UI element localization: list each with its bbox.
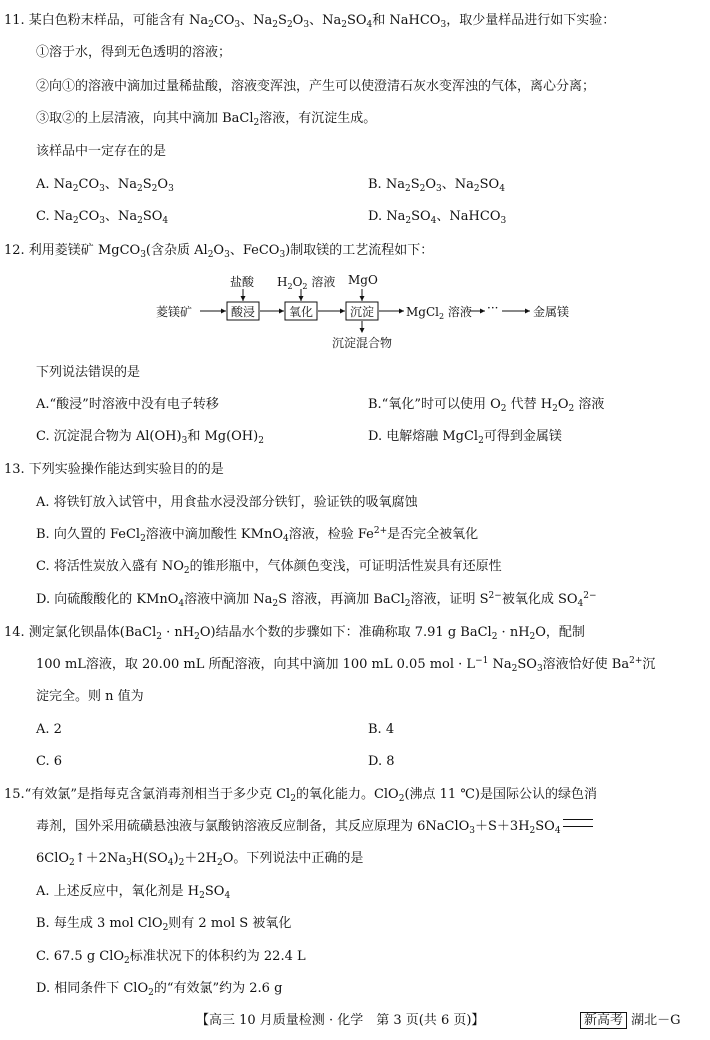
reagent-mgo: MgO xyxy=(348,273,378,287)
q13-option-c: C. 将活性炭放入盛有 $NO_2$的锥形瓶中，气体颜色变浅，可证明活性炭具有还原性 xyxy=(36,559,502,576)
footer-badge-region xyxy=(580,1012,681,1030)
q11-step-2: ②向①的溶液中滴加过量稀盐酸，溶液变浑浊，产生可以使澄清石灰水变浑浊的气体，离心分离； xyxy=(36,79,596,94)
q14-option-b: B. 4 xyxy=(368,722,395,737)
flow-dots: ··· xyxy=(487,301,499,315)
q12-stem: 12. 利用菱镁矿 MgCO$_3$(含杂质 $Al_2O_3$、FeCO$_3$)制取镁的工艺流程如下： xyxy=(4,243,434,260)
reagent-hydrochloric-acid: 盐酸 xyxy=(230,275,255,289)
q15-option-b: B. 每生成 3 mol ClO$_2$则有 2 mol S 被氧化 xyxy=(36,916,292,933)
q15-stem-line-2: 毒剂，国外采用硫磺悬浊液与氯酸钠溶液反应制备，其反应原理为 $6NaClO_3+S+3H_2SO_4$ xyxy=(36,818,593,836)
q15-stem-line-3: $6ClO_2↑+2Na_3H(SO_4)_2+2H_2O$。下列说法中正确的是 xyxy=(36,851,364,868)
q13-option-b: B. 向久置的 FeCl$_2$溶液中滴加酸性 KMnO$_4$溶液，检验 $Fe^{2+}$是否完全被氧化 xyxy=(36,526,479,544)
q12-ask: 下列说法错误的是 xyxy=(36,365,141,380)
flow-start: 菱镁矿 xyxy=(156,305,193,319)
page-footer: 【高三 10 月质量检测 · 化学 第 3 页(共 6 页)】 xyxy=(196,1013,485,1028)
q11-step-3: ③取②的上层清液，向其中滴加 BaCl$_2$溶液，有沉淀生成。 xyxy=(36,111,377,128)
q15-stem-line-1: 15.“有效氯”是指每克含氯消毒剂相当于多少克 $Cl_2$的氧化能力。ClO$_2$(沸点 11 ℃)是国际公认的绿色消 xyxy=(4,787,597,804)
q15-option-a: A. 上述反应中，氧化剂是 $H_2SO_4$ xyxy=(36,884,231,901)
q14-option-a: A. 2 xyxy=(36,722,62,737)
new-gaokao-badge: 新高考 xyxy=(580,1012,627,1029)
q11-stem: 11. 某白色粉末样品，可能含有 $Na_2CO_3$、$Na_2S_2O_3$、$Na_2SO_4$和 NaHCO$_3$，取少量样品进行如下实验： xyxy=(4,13,616,30)
flow-step-acid-leach: 酸浸 xyxy=(231,305,256,319)
flow-byproduct: 沉淀混合物 xyxy=(332,336,393,350)
region-code: 湖北－G xyxy=(631,1013,681,1028)
q11-option-a: A. $Na_2CO_3$、$Na_2S_2O_3$ xyxy=(36,177,174,194)
q11-ask: 该样品中一定存在的是 xyxy=(36,144,167,159)
q12-option-c: C. 沉淀混合物为 $Al(OH)_3$和 $Mg(OH)_2$ xyxy=(36,429,264,446)
q15-option-c: C. 67.5 g ClO$_2$标准状况下的体积约为 22.4 L xyxy=(36,949,306,966)
q12-option-d: D. 电解熔融 MgCl$_2$可得到金属镁 xyxy=(368,429,562,446)
flow-step-oxidation: 氧化 xyxy=(289,305,314,319)
flow-final: 金属镁 xyxy=(533,305,570,319)
flow-product: MgCl$_2$ 溶液 xyxy=(406,305,472,321)
q15-option-d: D. 相同条件下 ClO$_2$的“有效氯”约为 2.6 g xyxy=(36,981,283,998)
reagent-h2o2: $H_2O_2$ 溶液 xyxy=(277,275,336,291)
equals-sign xyxy=(563,819,593,827)
q12-option-a: A.“酸浸”时溶液中没有电子转移 xyxy=(36,397,219,412)
q11-step-1: ①溶于水，得到无色透明的溶液； xyxy=(36,45,232,60)
q14-stem-line-2: 100 mL溶液，取 20.00 mL 所配溶液，向其中滴加 100 mL 0.05 mol · $L^{-1}$ $Na_2SO_3$溶液恰好使 $Ba^{2+}$沉 xyxy=(36,656,656,674)
q13-option-d: D. 向硫酸酸化的 KMnO$_4$溶液中滴加 $Na_2S$ 溶液，再滴加 BaCl$_2$溶液，证明 $S^{2-}$被氧化成 $SO_4^{2-}$ xyxy=(36,591,597,609)
q14-option-d: D. 8 xyxy=(368,754,395,769)
process-flow-diagram xyxy=(150,270,590,350)
q14-stem-line-1: 14. 测定氯化钡晶体(BaCl$_2$ · $nH_2O$)结晶水个数的步骤如下：准确称取 7.91 g BaCl$_2$ · $nH_2O$，配制 xyxy=(4,625,585,642)
q14-option-c: C. 6 xyxy=(36,754,63,769)
q13-stem: 13. 下列实验操作能达到实验目的的是 xyxy=(4,462,224,477)
q14-stem-line-3: 淀完全。则 n 值为 xyxy=(36,689,144,704)
q12-option-b: B.“氧化”时可以使用 $O_2$ 代替 $H_2O_2$ 溶液 xyxy=(368,397,605,414)
q11-option-b: B. $Na_2S_2O_3$、$Na_2SO_4$ xyxy=(368,177,505,194)
q11-option-c: C. $Na_2CO_3$、$Na_2SO_4$ xyxy=(36,209,169,226)
q13-option-a: A. 将铁钉放入试管中，用食盐水浸没部分铁钉，验证铁的吸氧腐蚀 xyxy=(36,495,418,510)
flow-step-precipitation: 沉淀 xyxy=(350,305,375,319)
q11-option-d: D. $Na_2SO_4$、NaHCO$_3$ xyxy=(368,209,507,226)
